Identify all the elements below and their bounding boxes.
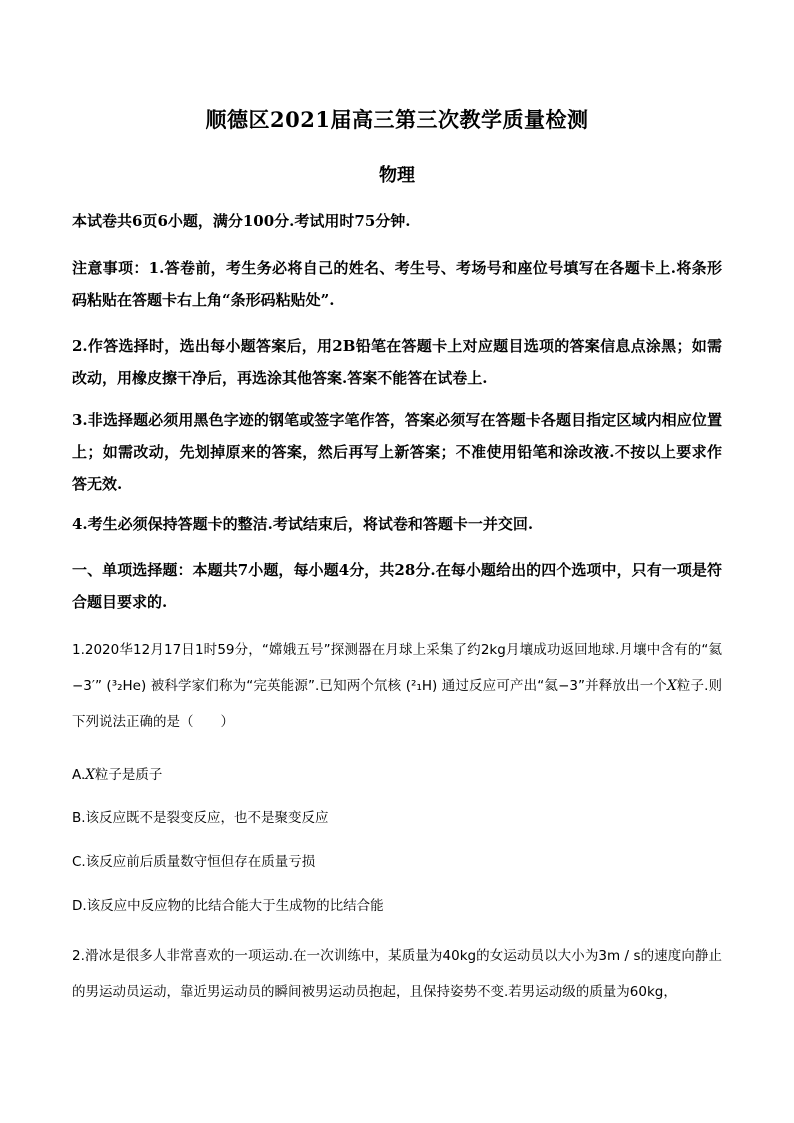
question-1-stem [72, 632, 722, 740]
exam-title: 顺德区2021届高三第三次教学质量检测 [205, 107, 589, 132]
deuterium-notation: (²₁H) [405, 678, 438, 694]
section-heading-single-choice: 一、单项选择题：本题共7小题，每小题4分，共28分.在每小题给出的四个选项中，只有一项是符合题目要求的. [72, 561, 722, 611]
question-1-option-c: C.该反应前后质量数守恒但存在质量亏损 [72, 854, 316, 870]
question-1-option-a [72, 765, 722, 785]
question-1-text-c: 通过反应可产出“氦−3”并释放出一个 [441, 678, 668, 694]
question-1-text-d: 粒子.则下列说法正确的是（ ） [72, 678, 723, 730]
option-a-x-symbol: X [85, 767, 95, 783]
option-a-text: 粒子是质子 [94, 767, 163, 783]
notice-4: 4.考生必须保持答题卡的整洁.考试结束后，将试卷和答题卡一并交回. [72, 515, 534, 533]
option-a-label: A. [72, 767, 86, 783]
exam-subject: 物理 [379, 165, 415, 186]
x-particle-symbol: X [667, 678, 677, 694]
helium-3-notation: (³₂He) [106, 678, 147, 694]
question-1-text-b: 被科学家们称为“完英能源”.已知两个氘核 [150, 678, 402, 694]
question-2-stem: 2.滑冰是很多人非常喜欢的一项运动.在一次训练中，某质量为40kg的女运动员以大小为3m / s的速度向静止的男运动员运动，靠近男运动员的瞬间被男运动员抱起，且保持姿势不变.若男运动级的质量为60kg， [72, 948, 722, 1000]
question-1-option-d: D.该反应中反应物的比结合能大于生成物的比结合能 [72, 898, 384, 914]
question-1-option-b: B.该反应既不是裂变反应，也不是聚变反应 [72, 810, 329, 826]
question-1-text-a: 1.2020华12月17日1时59分，“嫦娥五号”探测器在月球上采集了约2kg月壤成功返回地球.月壤中含有的“氦−3′” [72, 642, 722, 694]
notice-2: 2.作答选择时，选出每小题答案后，用2B铅笔在答题卡上对应题目选项的答案信息点涂黑；如需改动，用橡皮擦干净后，再选涂其他答案.答案不能答在试卷上. [72, 337, 722, 387]
notice-3: 3.非选择题必须用黑色字迹的钢笔或签字笔作答，答案必须写在答题卡各题目指定区域内相应位置上；如需改动，先划掉原来的答案，然后再写上新答案；不准使用铅笔和涂改液.不按以上要求作答无效. [72, 411, 722, 493]
exam-intro: 本试卷共6页6小题，满分100分.考试用时75分钟. [72, 212, 411, 230]
notice-1: 注意事项：1.答卷前，考生务必将自己的姓名、考生号、考场号和座位号填写在各题卡上.将条形码粘贴在答题卡右上角“条形码粘贴处”. [72, 259, 722, 309]
